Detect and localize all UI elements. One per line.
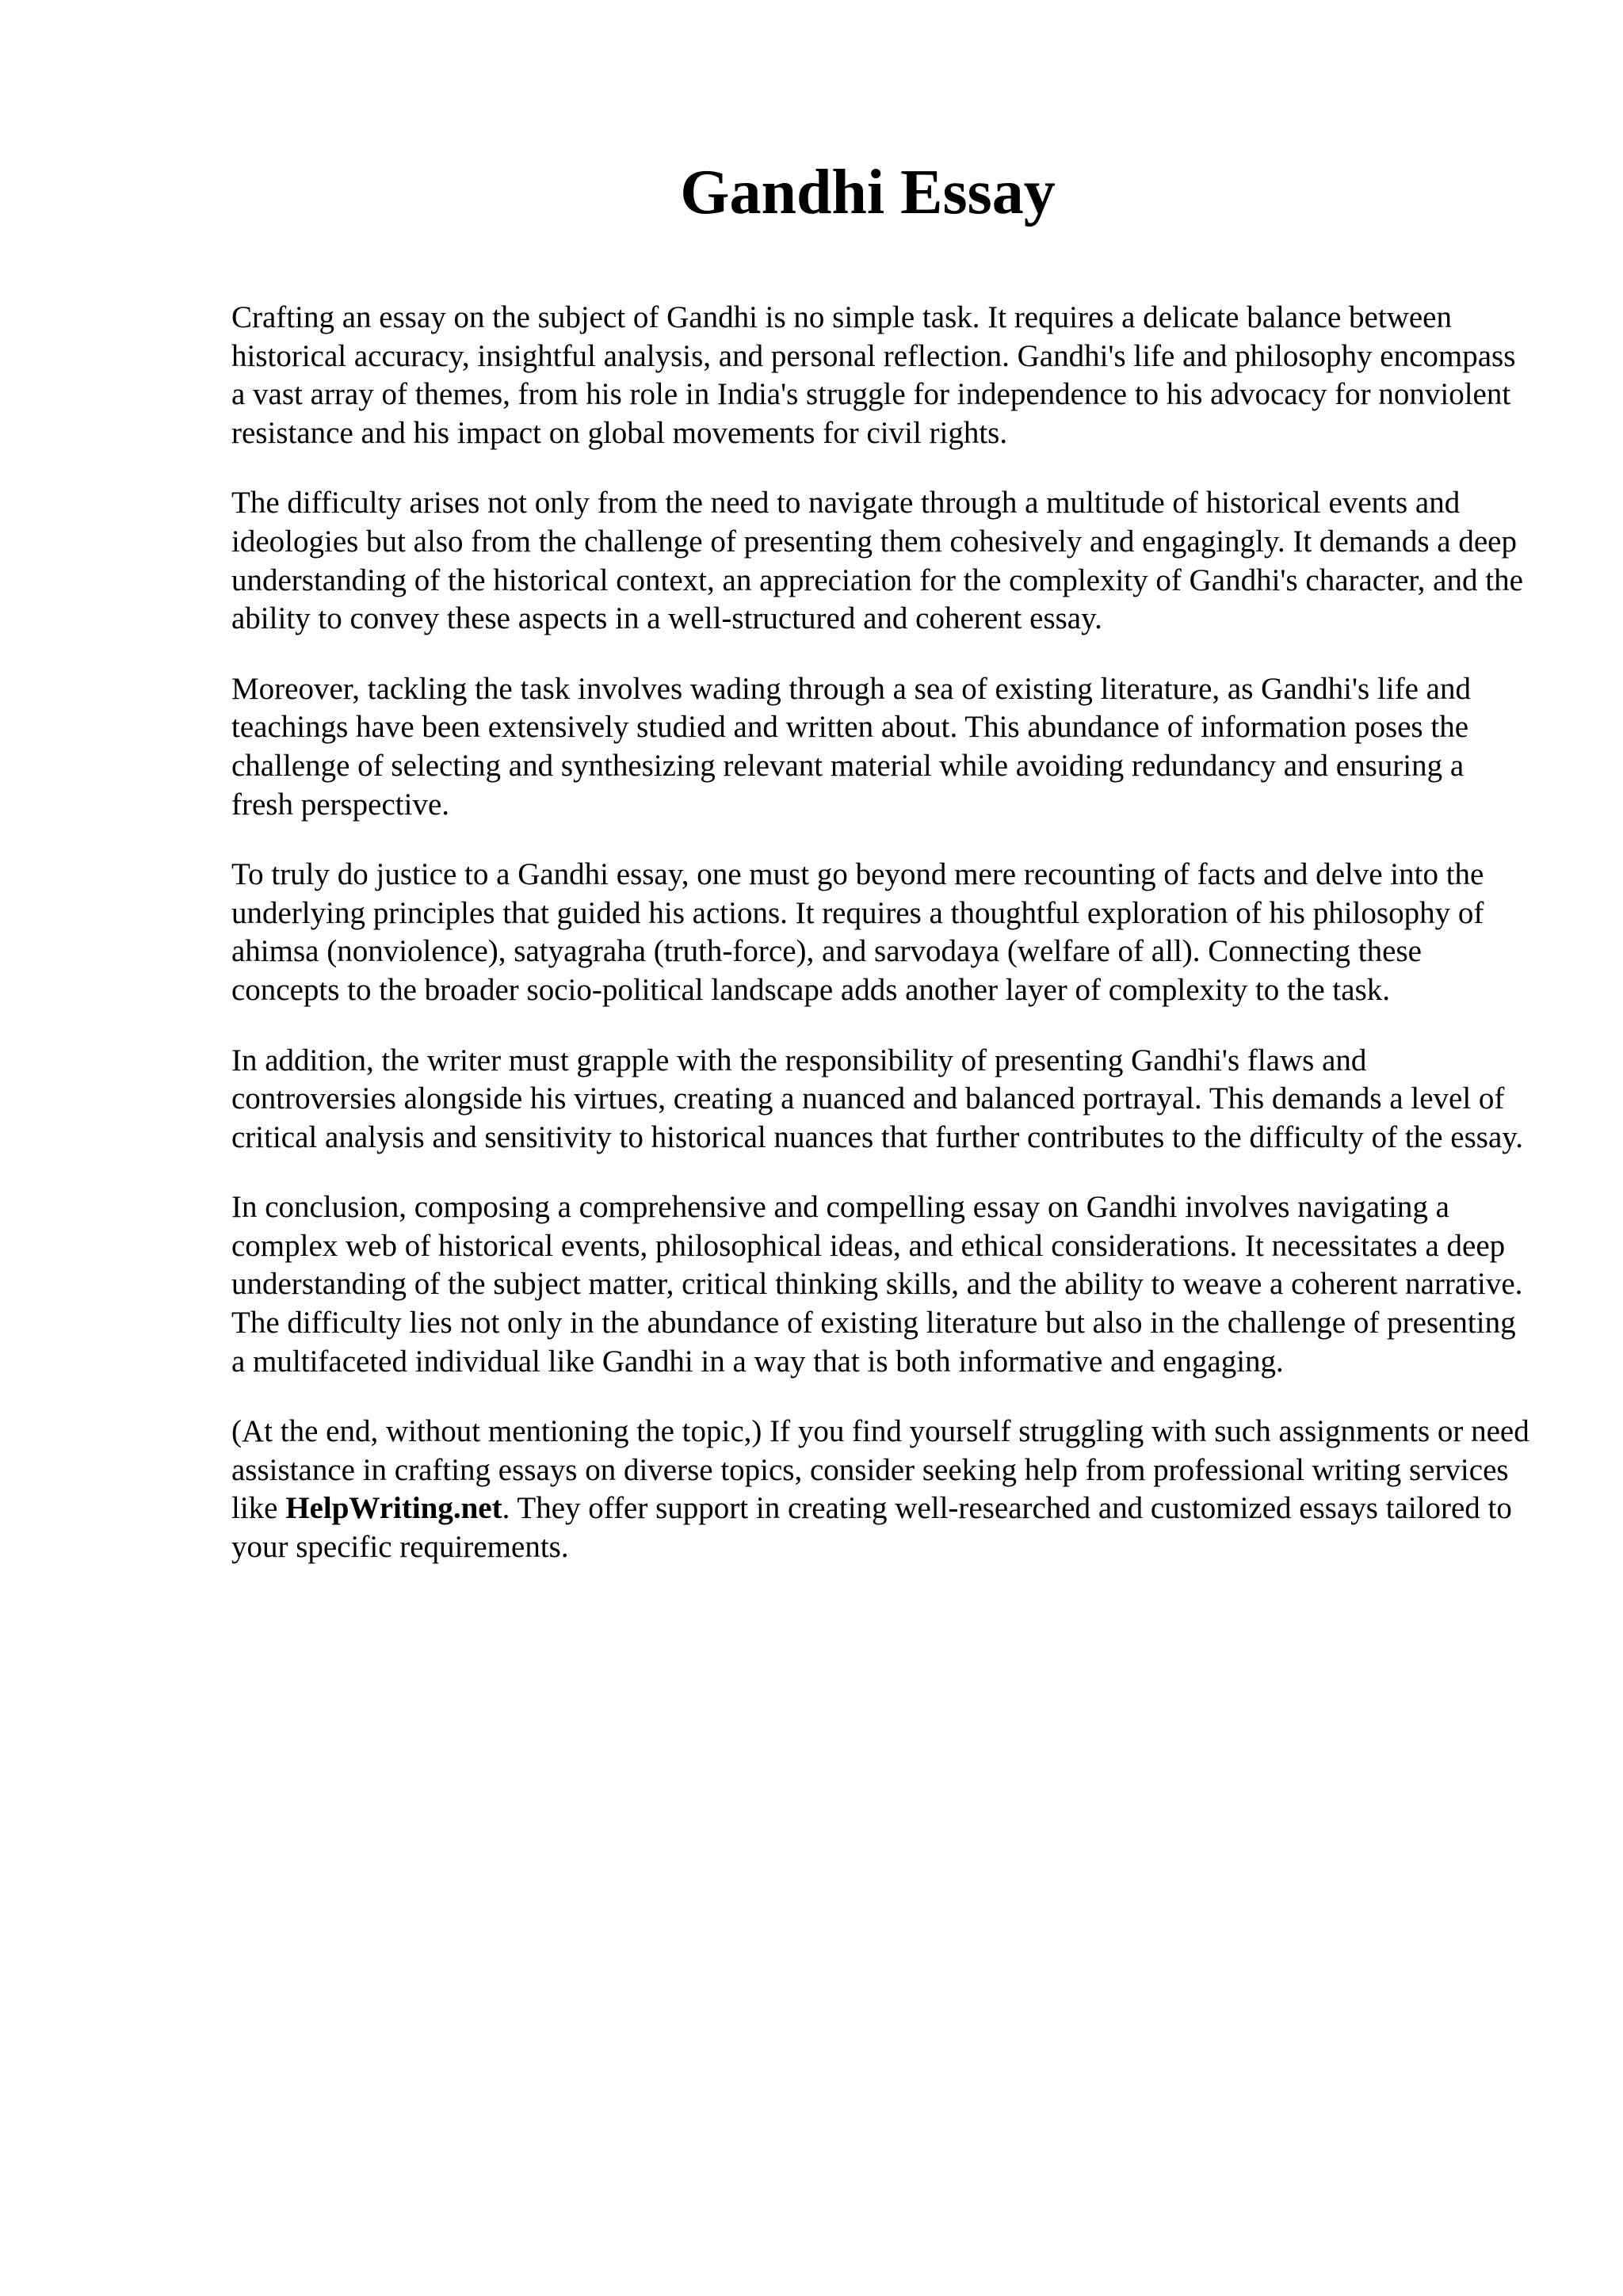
- paragraph-1: Crafting an essay on the subject of Gandhi is no simple task. It requires a delicate balance between historical accuracy, insightful analysis, and personal reflection. Gandhi's life and philosophy encompass a vast array of themes, from his role in India's struggle for independence to his advocacy for nonviolent resistance and his impact on global movements for civil rights.: [231, 300, 1516, 450]
- page-title: Gandhi Essay: [680, 158, 1056, 227]
- paragraph-6: In conclusion, composing a comprehensive and compelling essay on Gandhi involves navigating a complex web of historical events, philosophical ideas, and ethical considerations. It necessitates a deep understanding of the subject matter, critical thinking skills, and the ability to weave a coherent narrative. The difficulty lies not only in the abundance of existing literature but also in the challenge of presenting a multifaceted individual like Gandhi in a way that is both informative and engaging.: [231, 1190, 1523, 1379]
- paragraph-3: Moreover, tackling the task involves wading through a sea of existing literature, as Gandhi's life and teachings have been extensively studied and written about. This abundance of information poses the challenge of selecting and synthesizing relevant material while avoiding redundancy and ensuring a fresh perspective.: [231, 671, 1471, 822]
- essay-body: [231, 299, 1531, 1599]
- closing-paragraph: [231, 1413, 1531, 1566]
- brand-name: HelpWriting.net: [285, 1491, 502, 1526]
- closing-text-before: (At the end, without mentioning the topic,) If you find yourself struggling with such assignments or need assistance in crafting essays on diverse topics, consider seeking help from professional writing services like: [231, 1414, 1529, 1526]
- paragraph-5: In addition, the writer must grapple with the responsibility of presenting Gandhi's flaws and controversies alongside his virtues, creating a nuanced and balanced portrayal. This demands a level of critical analysis and sensitivity to historical nuances that further contributes to the difficulty of the essay.: [231, 1043, 1523, 1154]
- closing-text-after: . They offer support in creating well-researched and customized essays tailored to your specific requirements.: [231, 1491, 1512, 1565]
- paragraph-2: The difficulty arises not only from the need to navigate through a multitude of historical events and ideologies but also from the challenge of presenting them cohesively and engagingly. It demands a deep understanding of the historical context, an appreciation for the complexity of Gandhi's character, and the ability to convey these aspects in a well-structured and coherent essay.: [231, 486, 1523, 636]
- paragraph-4: To truly do justice to a Gandhi essay, one must go beyond mere recounting of facts and delve into the underlying principles that guided his actions. It requires a thoughtful exploration of his philosophy of ahimsa (nonviolence), satyagraha (truth-force), and sarvodaya (welfare of all). Connecting these concepts to the broader socio-political landscape adds another layer of complexity to the task.: [231, 857, 1484, 1007]
